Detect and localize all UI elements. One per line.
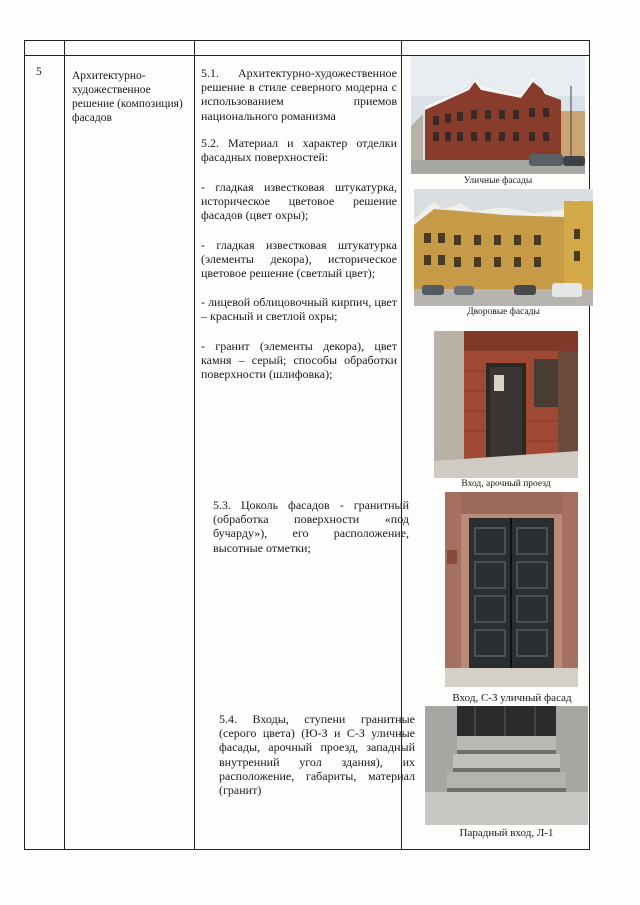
caption-courtyard-facades: Дворовые фасады (467, 307, 540, 317)
table-top-border (24, 40, 590, 41)
caption-street-facades: Уличные фасады (463, 176, 533, 186)
photo-nw-entrance (445, 492, 578, 687)
caption-main-entrance: Парадный вход, Л-1 (459, 827, 554, 839)
paragraph-5-4: 5.4. Входы, ступени гранитные (серого цвета) (Ю-З и С-З уличные фасады, арочный проезд, западный внутренний угол здания), их расположение, габариты, материал (гранит) (219, 712, 415, 798)
table-right-border (589, 40, 590, 850)
photo-street-facades (411, 56, 585, 174)
row-number: 5 (36, 66, 42, 78)
table-col-divider-1 (64, 40, 65, 850)
caption-arch-entrance: Вход, арочный проезд (461, 479, 551, 489)
paragraph-5-2: 5.2. Материал и характер отделки фасадных поверхностей: (201, 136, 397, 165)
photo-main-entrance (425, 706, 588, 825)
caption-nw-entrance: Вход, С-З уличный фасад (452, 692, 572, 704)
bullet-plaster-light: - гладкая известковая штукатурка (элементы декора), историческое цветовое решение (светлый цвет); (201, 238, 397, 281)
photo-arch-entrance (434, 331, 578, 478)
table-bottom-border (24, 849, 590, 850)
paragraph-5-1: 5.1. Архитектурно-художественное решение в стиле северного модерна с использованием приемов национального романизма (201, 66, 397, 123)
bullet-granite: - гранит (элементы декора), цвет камня – серый; способы обработки поверхности (шлифовка); (201, 339, 397, 382)
bullet-plaster-ochre: - гладкая известковая штукатурка, историческое цветовое решение фасадов (цвет охры); (201, 180, 397, 223)
table-left-border (24, 40, 25, 850)
row-title: Архитектурно-художественное решение (композиция) фасадов (72, 70, 183, 124)
paragraph-5-3: 5.3. Цоколь фасадов - гранитный (обработка поверхности «под бучарду»), его расположение, высотные отметки; (213, 498, 409, 555)
table-col-divider-2 (194, 40, 195, 850)
bullet-brick: - лицевой облицовочный кирпич, цвет – красный и светлой охры; (201, 295, 397, 324)
photo-courtyard-facades (414, 189, 593, 306)
